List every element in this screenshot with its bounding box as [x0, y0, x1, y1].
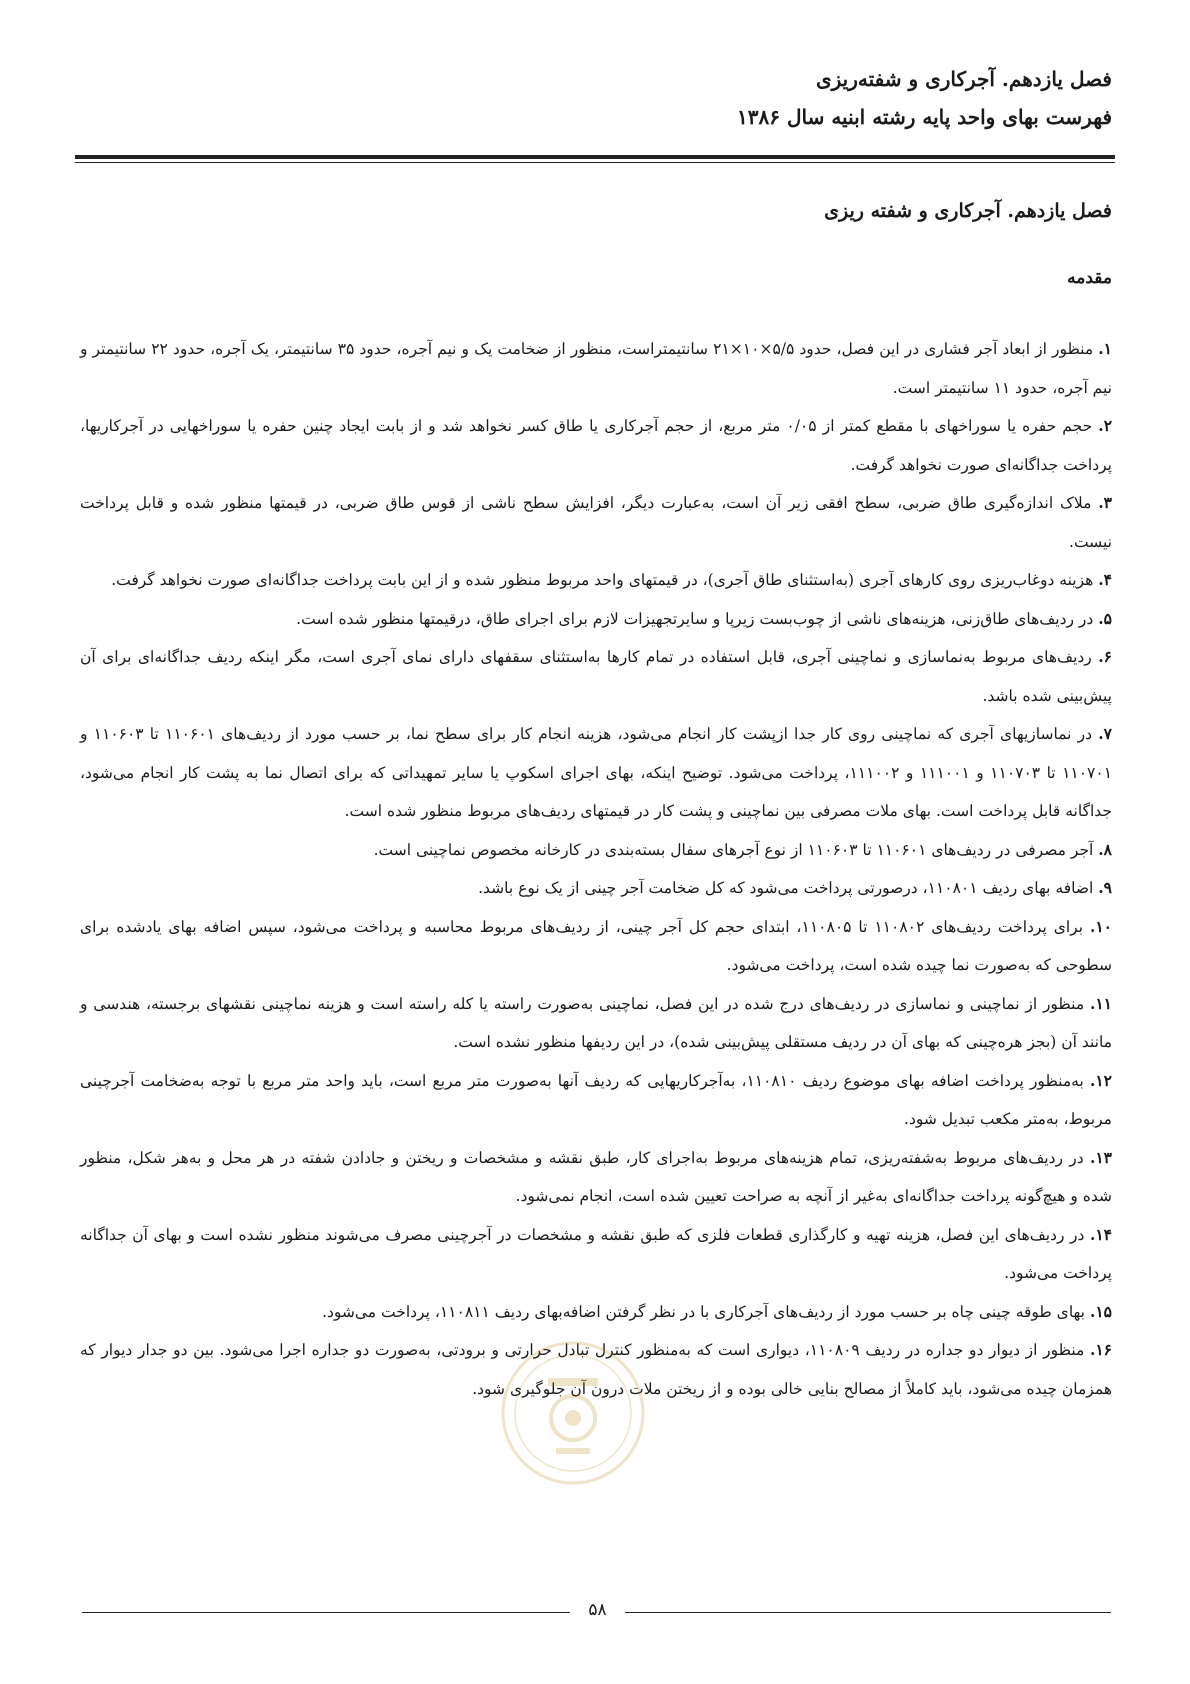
item-text: اضافه بهای ردیف ۱۱۰۸۰۱، درصورتی پرداخت می‌شود که کل ضخامت آجر چینی از یک نوع باشد.	[478, 879, 1094, 897]
header-chapter-title: فصل یازدهم. آجرکاری و شفته‌ریزی	[815, 67, 1112, 91]
item-text: برای پرداخت ردیف‌های ۱۱۰۸۰۲ تا ۱۱۰۸۰۵، ابتدای حجم کل آجر چینی، از ردیف‌های مربوط محاسبه و پرداخت می‌شود، سپس اضافه بهای یادشده برای سطوحی که به‌صورت نما چیده شده است، پرداخت می‌شود.	[80, 917, 1112, 974]
item-number: ۹.	[1098, 878, 1112, 897]
numbered-paragraph-list	[80, 330, 1112, 1408]
item-number: ۱۵.	[1089, 1301, 1112, 1321]
header-divider-thin	[75, 162, 1115, 163]
page-number: ۵۸	[588, 1600, 607, 1620]
item-text: در ردیف‌های طاق‌زنی، هزینه‌های ناشی از چوب‌بست زیرپا و سایرتجهیزات لازم برای اجرای طاق، درقیمتها منظور شده است.	[296, 609, 1094, 628]
item-number: ۱۴.	[1089, 1224, 1112, 1244]
item-text: به‌منظور پرداخت اضافه بهای موضوع ردیف ۱۱۰۸۱۰، به‌آجرکاریهایی که ردیف آنها به‌صورت متر مربع است، باید واحد متر مربع با توجه به‌ضخامت آجرچینی مربوط، به‌متر مکعب تبدیل شود.	[80, 1071, 1112, 1128]
item-number: ۳.	[1098, 493, 1112, 512]
item-number: ۸.	[1098, 839, 1112, 859]
paragraph-item	[80, 484, 1112, 561]
paragraph-item	[80, 908, 1112, 985]
item-text: هزینه دوغاب‌ریزی روی کارهای آجری (به‌استثنای طاق آجری)، در قیمتهای واحد مربوط منظور شده و از این بابت پرداخت جداگانه‌ای صورت نخواهد گرفت.	[111, 571, 1094, 589]
paragraph-item	[80, 831, 1112, 870]
paragraph-item	[80, 715, 1112, 831]
item-text: آجر مصرفی در ردیف‌های ۱۱۰۶۰۱ تا ۱۱۰۶۰۳ از نوع آجرهای سفال بسته‌بندی در کارخانه مخصوص نماچینی است.	[373, 840, 1094, 859]
item-text: در ردیف‌های مربوط به‌شفته‌ریزی، تمام هزینه‌های مربوط به‌اجرای کار، طبق نقشه و مشخصات و ریختن و جادادن شفته در هر محل و به‌هر شکل، منظور شده و هیچ‌گونه پرداخت جداگانه‌ای به‌غیر از آنچه به صراحت تعیین شده است، انجام نمی‌شود.	[80, 1148, 1112, 1205]
item-number: ۱.	[1098, 339, 1112, 358]
item-number: ۱۲.	[1089, 1070, 1112, 1090]
paragraph-item	[80, 330, 1112, 407]
item-text: منظور از ابعاد آجر فشاری در این فصل، حدود ۵/۵×۱۰×۲۱ سانتیمتراست، منظور از ضخامت یک و نیم آجره، حدود ۳۵ سانتیمتر، یک آجره، حدود ۲۲ سانتیمتر و نیم آجره، حدود ۱۱ سانتیمتر است.	[80, 340, 1112, 397]
item-number: ۱۱.	[1089, 993, 1112, 1013]
item-number: ۱۳.	[1089, 1147, 1112, 1167]
paragraph-item	[80, 600, 1112, 639]
footer-divider-right	[625, 1612, 1111, 1613]
paragraph-item	[80, 1062, 1112, 1139]
paragraph-item	[80, 985, 1112, 1062]
item-text: در نماسازیهای آجری که نماچینی روی کار جدا ازپشت کار انجام می‌شود، هزینه انجام کار برای سطح نما، بر حسب مورد از ردیف‌های ۱۱۰۶۰۱ تا ۱۱۰۶۰۳ و ۱۱۰۷۰۱ تا ۱۱۰۷۰۳ و ۱۱۱۰۰۱ و ۱۱۱۰۰۲، پرداخت می‌شود. توضیح اینکه، بهای اجرای اسکوپ یا سایر تمهیداتی که برای اتصال نما به پشت کار انجام می‌شود، جداگانه قابل پرداخت است. بهای ملات مصرفی بین نماچینی و پشت کار در قیمتهای ردیف‌های مربوط منظور شده است.	[80, 725, 1113, 820]
paragraph-item	[80, 1139, 1112, 1216]
header-divider-thick	[75, 155, 1115, 159]
item-text: منظور از نماچینی و نماسازی در ردیف‌های درج شده در این فصل، نماچینی به‌صورت راسته یا کله راسته است و هزینه نماچینی نقشهای برجسته، هندسی و مانند آن (بجز هره‌چینی که بهای آن در ردیف مستقلی پیش‌بینی شده)، در این ردیفها منظور نشده است.	[80, 994, 1112, 1051]
running-header	[737, 60, 1112, 136]
item-number: ۲.	[1098, 416, 1113, 435]
paragraph-item	[80, 561, 1112, 600]
section-heading-introduction: مقدمه	[1067, 268, 1112, 288]
item-number: ۴.	[1098, 570, 1112, 589]
paragraph-item	[80, 869, 1112, 908]
paragraph-item	[80, 407, 1112, 484]
paragraph-item	[80, 1331, 1112, 1408]
item-text: حجم حفره یا سوراخهای با مقطع کمتر از ۰/۰۵ متر مربع، از حجم آجرکاری یا طاق کسر نخواهد شد و از بابت ایجاد چنین حفره یا سوراخهایی در آجرکاریها، پرداخت جداگانه‌ای صورت نخواهد گرفت.	[80, 417, 1112, 474]
chapter-heading: فصل یازدهم. آجرکاری و شفته ریزی	[824, 200, 1112, 222]
header-document-title: فهرست بهای واحد پایه رشته ابنیه سال ۱۳۸۶	[737, 105, 1112, 129]
item-number: ۱۰.	[1089, 916, 1112, 936]
item-number: ۱۶.	[1089, 1340, 1112, 1359]
paragraph-item	[80, 638, 1112, 715]
item-text: ملاک اندازه‌گیری طاق ضربی، سطح افقی زیر آن است، به‌عبارت دیگر، افزایش سطح ناشی از قوس طاق ضربی، در قیمتها منظور شده و قابل پرداخت نیست.	[80, 494, 1112, 551]
item-number: ۵.	[1098, 608, 1112, 628]
footer-divider-left	[82, 1612, 570, 1613]
item-number: ۶.	[1098, 647, 1112, 666]
item-number: ۷.	[1098, 724, 1112, 743]
paragraph-item	[80, 1293, 1112, 1332]
item-text: ردیف‌های مربوط به‌نماسازی و نماچینی آجری، قابل استفاده در تمام کارها به‌استثنای سقفهای دارای نمای آجری است، مگر اینکه ردیف جداگانه‌ای برای آن پیش‌بینی شده باشد.	[80, 648, 1112, 705]
item-text: منظور از دیوار دو جداره در ردیف ۱۱۰۸۰۹، دیواری است که به‌منظور کنترل تبادل حرارتی و برودتی، به‌صورت دو جداره اجرا می‌شود. بین دو جدار دیوار که همزمان چیده می‌شود، باید کاملاً از مصالح بنایی خالی بوده و از ریختن ملات درون آن جلوگیری شود.	[80, 1341, 1112, 1398]
item-text: بهای طوقه چینی چاه بر حسب مورد از ردیف‌های آجرکاری با در نظر گرفتن اضافه‌بهای ردیف ۱۱۰۸۱۱، پرداخت می‌شود.	[322, 1302, 1085, 1321]
item-text: در ردیف‌های این فصل، هزینه تهیه و کارگذاری قطعات فلزی که طبق نقشه و مشخصات در آجرچینی مصرف می‌شوند منظور نشده است و بهای آن جداگانه پرداخت می‌شود.	[80, 1225, 1112, 1282]
paragraph-item	[80, 1216, 1112, 1293]
